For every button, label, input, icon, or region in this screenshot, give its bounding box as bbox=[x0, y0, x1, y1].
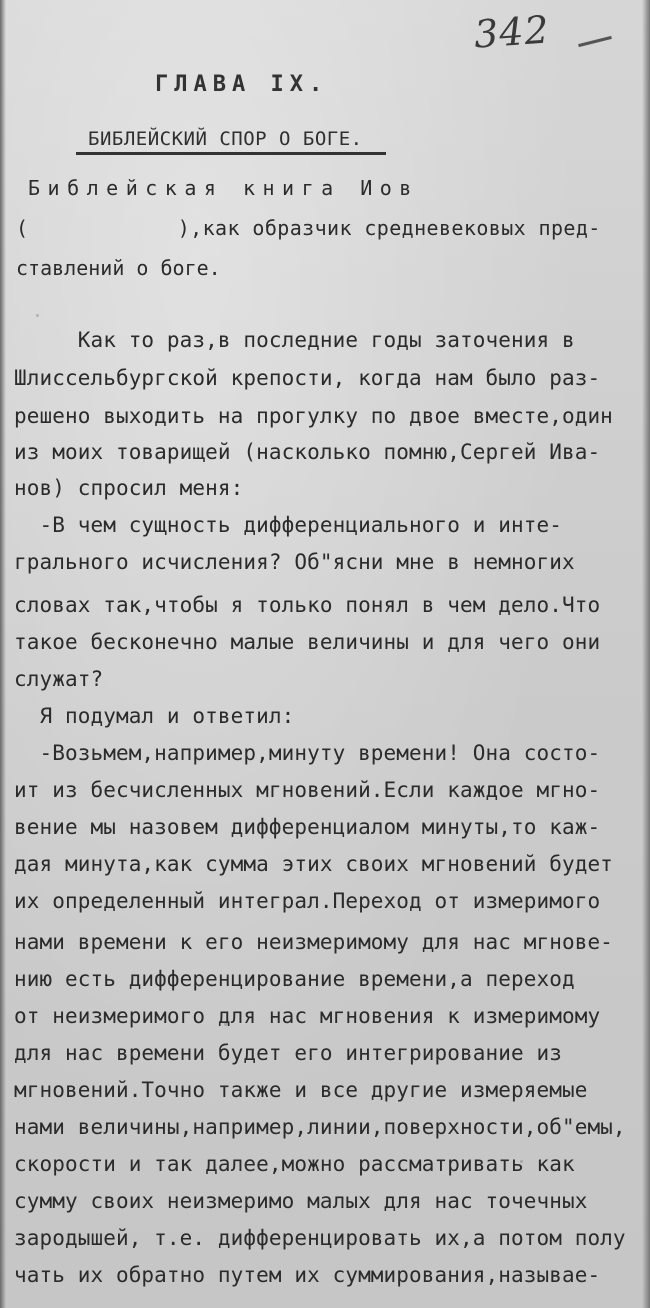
body-line: ит из бесчисленных мгновений.Если каждое мгно- bbox=[14, 778, 601, 802]
body-line: нов) спросил меня: bbox=[14, 476, 244, 500]
section-title-underline bbox=[76, 152, 386, 155]
body-line: грального исчисления? Об"ясни мне в немногих bbox=[14, 550, 575, 574]
page-number-dash bbox=[578, 36, 612, 47]
subtitle-line: ( ),как образчик средневековых пред- bbox=[16, 216, 601, 240]
left-page-edge bbox=[0, 0, 6, 1308]
body-line: Шлиссельбургской крепости, когда нам было раз- bbox=[14, 366, 601, 390]
ink-speck bbox=[224, 1022, 228, 1026]
body-line: скорости и так далее,можно рассматривать как bbox=[14, 1152, 575, 1176]
ink-speck bbox=[36, 314, 39, 317]
body-line: вение мы назовем дифференциалом минуты,то каж- bbox=[14, 815, 601, 839]
body-line: нами времени к его неизмеримому для нас мгнове- bbox=[14, 930, 613, 954]
body-line: такое бесконечно малые величины и для чего они bbox=[14, 630, 601, 654]
body-line: -В чем сущность дифференциального и инте- bbox=[14, 513, 562, 537]
body-line: Как то раз,в последние годы заточения в bbox=[14, 328, 575, 352]
body-line: Я подумал и ответил: bbox=[14, 704, 295, 728]
body-line: из моих товарищей (насколько помню,Сергей Ива- bbox=[14, 440, 601, 464]
body-line: для нас времени будет его интегрирование из bbox=[14, 1041, 562, 1065]
body-line: служат? bbox=[14, 667, 104, 691]
body-line: дая минута,как сумма этих своих мгновений будет bbox=[14, 852, 613, 876]
body-line: нами величины,например,линии,поверхности,об"емы, bbox=[14, 1115, 626, 1139]
body-line: зародышей, т.е. дифференцировать их,а потом полу bbox=[14, 1226, 626, 1250]
body-line: -Возьмем,например,минуту времени! Она состо- bbox=[14, 741, 601, 765]
handwritten-page-number: 342 bbox=[472, 7, 551, 57]
body-line: решено выходить на прогулку по двое вместе,один bbox=[14, 404, 613, 428]
ink-speck bbox=[520, 1160, 523, 1163]
body-line: мгновений.Точно также и все другие измеряемые bbox=[14, 1078, 588, 1102]
subtitle-line: Библейская книга Иов bbox=[28, 176, 419, 200]
body-line: их определенный интеграл.Переход от измеримого bbox=[14, 889, 601, 913]
body-line: чать их обратно путем их суммирования,называе- bbox=[14, 1263, 601, 1287]
subtitle-line: ставлений о боге. bbox=[16, 256, 221, 280]
body-line: сумму своих неизмеримо малых для нас точечных bbox=[14, 1189, 588, 1213]
body-line: словах так,чтобы я только понял в чем дело.Что bbox=[14, 593, 601, 617]
section-title: БИБЛЕЙСКИЙ СПОР О БОГЕ. bbox=[88, 128, 363, 150]
body-line: нию есть дифференцирование времени,а переход bbox=[14, 967, 575, 991]
chapter-heading: ГЛАВА IX. bbox=[155, 72, 329, 97]
right-page-edge bbox=[642, 0, 650, 1308]
body-line: от неизмеримого для нас мгновения к измеримому bbox=[14, 1004, 601, 1028]
